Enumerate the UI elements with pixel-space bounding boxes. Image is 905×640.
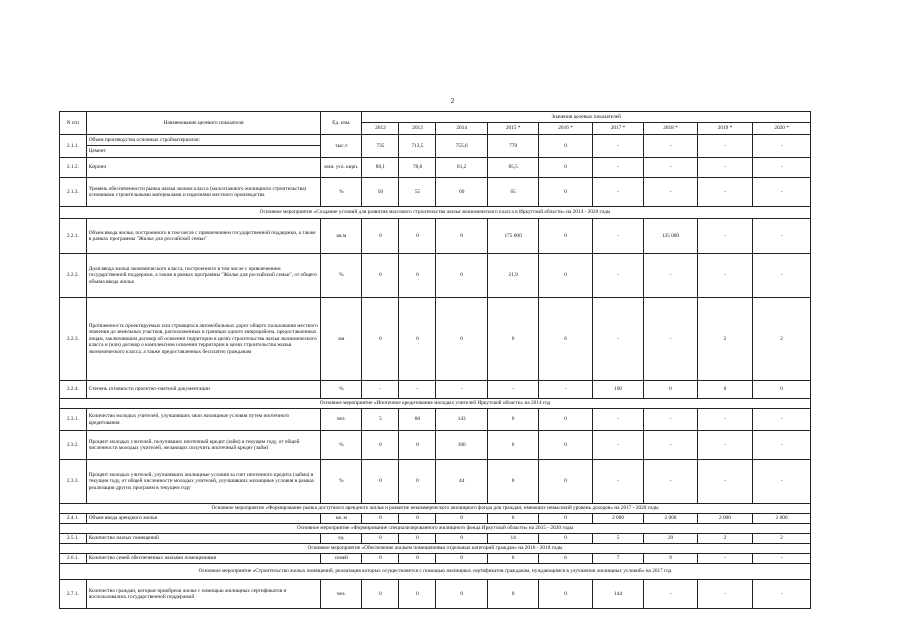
- row-value: 2 000: [753, 514, 811, 524]
- row-name: Количество жилых помещений: [86, 534, 321, 544]
- row-value: -: [697, 431, 753, 460]
- section-title: Основное мероприятие «Формирование рынка доступного арендного жилья и развитие некоммерческого жилищного фонда для граждан, имеющих невысокий уровень доходов» на 2017 - 2020 годы: [60, 504, 811, 514]
- row-value: 0: [399, 554, 436, 564]
- row-value: 0: [539, 431, 592, 460]
- row-value: -: [697, 409, 753, 431]
- row-name: Количество граждан, которые приобрели жилье с помощью жилищных сертификатов и воспользовались государственной поддержкой: [86, 580, 321, 609]
- row-value: -: [753, 409, 811, 431]
- header-num: N п/п: [60, 112, 87, 135]
- row-value: 0: [539, 135, 592, 158]
- row-value: 0: [436, 554, 487, 564]
- table-row: [60, 580, 811, 609]
- year-cell: 2016 *: [539, 123, 592, 135]
- row-value: 755,6: [436, 135, 487, 158]
- row-value: -: [592, 460, 643, 504]
- target-indicators-table: [59, 111, 811, 609]
- row-value: 50: [362, 178, 399, 207]
- row-value: 0: [487, 554, 538, 564]
- row-value: 0: [362, 431, 399, 460]
- row-num: 2.3.1.: [60, 409, 87, 431]
- row-value: -: [644, 158, 697, 178]
- row-num: 2.3.3.: [60, 460, 87, 504]
- row-value: 0: [436, 514, 487, 524]
- row-value: -: [697, 254, 753, 298]
- row-value: -: [644, 178, 697, 207]
- row-unit: семей: [321, 554, 362, 564]
- row-num: 2.1.2.: [60, 158, 87, 178]
- row-value: 0: [539, 534, 592, 544]
- row-unit: %: [321, 381, 362, 399]
- row-value: 0: [487, 409, 538, 431]
- row-value: -: [697, 460, 753, 504]
- row-value: -: [753, 431, 811, 460]
- row-value: 7: [592, 554, 643, 564]
- row-unit: тыс.т: [321, 135, 362, 158]
- table-row: [60, 178, 811, 207]
- row-value: -: [644, 409, 697, 431]
- row-value: 60: [436, 178, 487, 207]
- row-value: -: [697, 580, 753, 609]
- row-num: 2.6.1.: [60, 554, 87, 564]
- row-value: -: [592, 178, 643, 207]
- row-value: 2: [697, 298, 753, 381]
- row-value: 0: [539, 158, 592, 178]
- header-unit: Ед. изм.: [321, 112, 362, 135]
- page-number: 2: [450, 97, 455, 105]
- year-cell: 2012: [362, 123, 399, 135]
- row-value: -: [592, 219, 643, 254]
- row-value: -: [644, 460, 697, 504]
- row-value: 0: [539, 219, 592, 254]
- row-value: -: [539, 381, 592, 399]
- row-name: Уровень обеспеченности рынка жилья эконом класса (малоэтажного жилищного строительства) основными строительными материалами и изделиями местного производства: [86, 178, 321, 207]
- row-num: 2.1.1.: [60, 135, 87, 158]
- section-title: Основное мероприятие «Создание условий для развития массового строительства жилья экономического класса в Иркутской области» на 2014 - 2020 годы: [60, 207, 811, 219]
- row-value: 78,8: [399, 158, 436, 178]
- table-header-row: [60, 112, 811, 123]
- table-row: [60, 514, 811, 524]
- section-title: Основное мероприятие «Обеспечение жильем помещениями отдельных категорий граждан» на 2016 - 2018 годы: [60, 544, 811, 554]
- row-num: 2.2.1.: [60, 219, 87, 254]
- row-unit: кв.м: [321, 219, 362, 254]
- section-row: [60, 504, 811, 514]
- row-value: 175 000: [487, 219, 538, 254]
- row-name: Процент молодых учителей, улучшивших жилищные условия за счет ипотечного кредита (займа) в текущем году, от общей численности молодых учителей, улучшивших жилищные условия в рамках реализации других программ в текущем году: [86, 460, 321, 504]
- row-value: -: [753, 219, 811, 254]
- row-unit: км: [321, 298, 362, 381]
- row-value: -: [753, 580, 811, 609]
- row-value: -: [592, 158, 643, 178]
- row-num: 2.4.1.: [60, 514, 87, 524]
- row-value: 125 000: [644, 219, 697, 254]
- row-value: -: [753, 460, 811, 504]
- row-value: 0: [436, 580, 487, 609]
- row-value: 2: [697, 534, 753, 544]
- table-row: [60, 554, 811, 564]
- row-name: Процент молодых учителей, получивших ипотечный кредит (займ) в текущем году, от общей численности молодых учителей, желающих получить ипотечный кредит (займ): [86, 431, 321, 460]
- table-row: [60, 409, 811, 431]
- row-value: 0: [753, 381, 811, 399]
- row-value: -: [697, 178, 753, 207]
- header-name: Наименование целевого показателя: [86, 112, 321, 135]
- row-value: 0: [487, 298, 538, 381]
- section-row: [60, 207, 811, 219]
- row-name: Количество семей обеспеченных жилыми помещениями: [86, 554, 321, 564]
- section-title: Основное мероприятие «Формирование специализированного жилищного фонда Иркутской области» на 2015 - 2020 годы: [60, 524, 811, 534]
- row-value: 0: [539, 580, 592, 609]
- row-name: Кирпич: [86, 158, 321, 178]
- table-row: [60, 254, 811, 298]
- row-value: 0: [399, 431, 436, 460]
- row-value: 0: [539, 409, 592, 431]
- row-value: 6: [539, 554, 592, 564]
- row-name: Цемент: [86, 146, 321, 158]
- section-row: [60, 544, 811, 554]
- row-name: Степень готовности проектно-сметной документации: [86, 381, 321, 399]
- row-name: Протяженность проектируемых или строящихся автомобильных дорог общего пользования местного значения до земельных участков, расположенных в границах одного микрорайона, предоставленных лицам, заключившим договор об освоении территории в целях строительства жилья экономического класса и (или) договор о комплексном освоении территории в целях строительства жилья экономического класса, а также предоставленных бесплатно гражданам: [86, 298, 321, 381]
- row-value: 2 000: [644, 514, 697, 524]
- row-value: -: [697, 158, 753, 178]
- row-value: -: [362, 381, 399, 399]
- row-value: 0: [436, 298, 487, 381]
- row-name: Объем ввода арендного жилья: [86, 514, 321, 524]
- row-value: 81,2: [436, 158, 487, 178]
- row-value: 0: [539, 514, 592, 524]
- row-unit: млн. усл. кирп.: [321, 158, 362, 178]
- row-value: 21,9: [487, 254, 538, 298]
- row-value: -: [399, 381, 436, 399]
- row-value: 143: [436, 409, 487, 431]
- row-value: 0: [436, 534, 487, 544]
- row-value: 0: [539, 254, 592, 298]
- row-value: 5: [362, 409, 399, 431]
- row-value: 0: [362, 580, 399, 609]
- row-value: -: [644, 431, 697, 460]
- row-unit: чел.: [321, 580, 362, 609]
- row-unit: %: [321, 460, 362, 504]
- row-value: 65: [487, 178, 538, 207]
- row-value: 144: [592, 580, 643, 609]
- row-value: -: [592, 135, 643, 158]
- section-row: [60, 399, 811, 409]
- row-value: 0: [436, 219, 487, 254]
- row-value: -: [753, 178, 811, 207]
- row-value: 80,1: [362, 158, 399, 178]
- row-value: 0: [487, 580, 538, 609]
- row-num: 2.2.3.: [60, 298, 87, 381]
- row-value: 100: [436, 431, 487, 460]
- year-cell: 2014: [436, 123, 487, 135]
- row-value: -: [753, 254, 811, 298]
- row-value: 2: [753, 534, 811, 544]
- row-unit: %: [321, 254, 362, 298]
- row-num: 2.3.2.: [60, 431, 87, 460]
- row-value: 0: [399, 460, 436, 504]
- row-value: 14: [487, 534, 538, 544]
- row-value: 0: [362, 219, 399, 254]
- row-value: 0: [399, 534, 436, 544]
- row-value: 80: [399, 409, 436, 431]
- row-value: 0: [362, 254, 399, 298]
- row-value: 6: [539, 298, 592, 381]
- row-value: 85,5: [487, 158, 538, 178]
- year-cell: 2015 *: [487, 123, 538, 135]
- row-value: 44: [436, 460, 487, 504]
- table-row: [60, 298, 811, 381]
- row-value: 0: [539, 178, 592, 207]
- row-value: 0: [399, 514, 436, 524]
- table-row: [60, 460, 811, 504]
- year-cell: 2013: [399, 123, 436, 135]
- section-row: [60, 564, 811, 580]
- table-row: [60, 135, 811, 146]
- table-row: [60, 219, 811, 254]
- row-value: 9: [644, 554, 697, 564]
- row-name: Объем ввода жилья, построенного в том числе с привлечением государственной поддержки, а также в рамках программы "Жилье для российской семьи": [86, 219, 321, 254]
- row-value: -: [697, 219, 753, 254]
- row-value: 0: [362, 534, 399, 544]
- row-value: 0: [399, 580, 436, 609]
- row-value: 0: [487, 431, 538, 460]
- year-cell: 2020 *: [753, 123, 811, 135]
- row-value: -: [644, 580, 697, 609]
- row-unit: %: [321, 178, 362, 207]
- row-name: Доля ввода жилья экономического класса, построенного в том числе с привлечением государственной поддержки, а также в рамках программы "Жилье для российской семьи", от общего объема ввода жилья: [86, 254, 321, 298]
- row-value: -: [644, 135, 697, 158]
- row-num: 2.2.4.: [60, 381, 87, 399]
- year-cell: 2017 *: [592, 123, 643, 135]
- row-value: 0: [697, 381, 753, 399]
- row-name: Количество молодых учителей, улучшивших свои жилищные условия путем ипотечного кредитования: [86, 409, 321, 431]
- row-value: 29: [644, 534, 697, 544]
- row-value: -: [753, 135, 811, 158]
- row-value: 5: [592, 534, 643, 544]
- row-value: -: [592, 431, 643, 460]
- row-value: -: [697, 554, 753, 564]
- year-cell: 2019 *: [697, 123, 753, 135]
- row-value: -: [592, 254, 643, 298]
- row-unit: ед.: [321, 534, 362, 544]
- row-value: -: [487, 381, 538, 399]
- row-value: 0: [399, 298, 436, 381]
- header-values-title: Значения целевых показателей: [362, 112, 811, 123]
- row-value: 0: [487, 514, 538, 524]
- row-value: 0: [362, 514, 399, 524]
- row-num: 2.7.1.: [60, 580, 87, 609]
- row-value: 55: [399, 178, 436, 207]
- row-name: Объем производства основных стройматериалов:: [86, 135, 321, 146]
- row-value: 0: [362, 554, 399, 564]
- table-row: [60, 158, 811, 178]
- row-value: 0: [399, 254, 436, 298]
- row-value: 100: [592, 381, 643, 399]
- row-value: -: [644, 298, 697, 381]
- row-num: 2.5.1.: [60, 534, 87, 544]
- row-unit: %: [321, 431, 362, 460]
- row-value: 713,5: [399, 135, 436, 158]
- section-row: [60, 524, 811, 534]
- table-row: [60, 534, 811, 544]
- section-title: Основное мероприятие «Строительство жилых помещений, реализация которых осуществляется с помощью жилищных сертификатов гражданам, нуждающимся в улучшении жилищных условий» на 2017 год: [60, 564, 811, 580]
- row-value: 0: [362, 298, 399, 381]
- row-value: 0: [539, 460, 592, 504]
- row-num: 2.1.3.: [60, 178, 87, 207]
- row-value: -: [753, 158, 811, 178]
- row-unit: чел.: [321, 409, 362, 431]
- row-value: 0: [399, 219, 436, 254]
- row-value: -: [753, 554, 811, 564]
- row-unit: кв. м: [321, 514, 362, 524]
- row-value: 2: [753, 298, 811, 381]
- row-value: 2 000: [697, 514, 753, 524]
- year-cell: 2018 *: [644, 123, 697, 135]
- row-value: -: [697, 135, 753, 158]
- row-value: -: [592, 409, 643, 431]
- row-value: -: [436, 381, 487, 399]
- row-value: 770: [487, 135, 538, 158]
- row-num: 2.2.2.: [60, 254, 87, 298]
- table-row: [60, 431, 811, 460]
- row-value: 735: [362, 135, 399, 158]
- row-value: 0: [362, 460, 399, 504]
- section-title: Основное мероприятие «Ипотечное кредитование молодых учителей Иркутской области» на 2014 год: [60, 399, 811, 409]
- table-row: [60, 381, 811, 399]
- row-value: 2 000: [592, 514, 643, 524]
- row-value: 0: [436, 254, 487, 298]
- row-value: -: [644, 254, 697, 298]
- row-value: -: [592, 298, 643, 381]
- row-value: 0: [644, 381, 697, 399]
- row-value: 0: [487, 460, 538, 504]
